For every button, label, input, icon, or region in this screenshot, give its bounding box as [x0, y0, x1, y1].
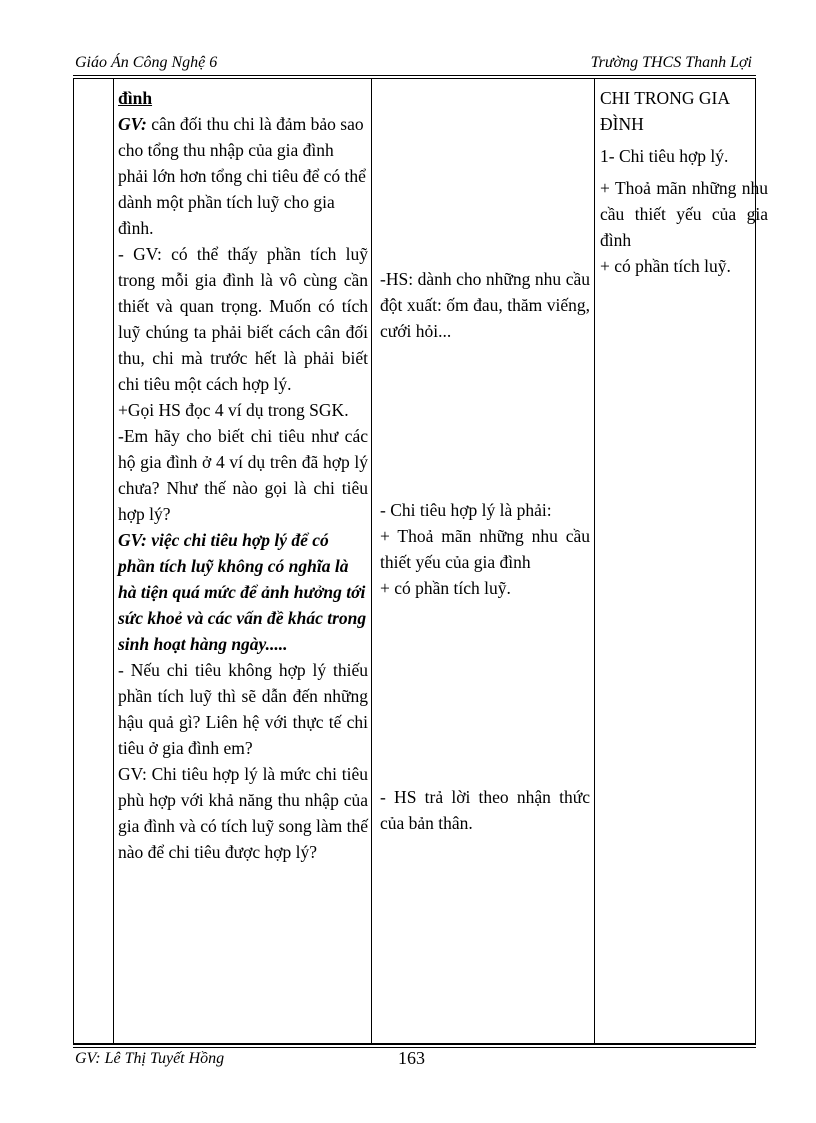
content-item-2: + Thoả mãn những nhu cầu thiết yếu của gia đình — [600, 178, 768, 250]
content-section-title: CHI TRONG GIA ĐÌNH — [600, 88, 729, 134]
content-item-3: + có phần tích luỹ. — [600, 256, 731, 276]
teacher-gv-note-1 — [118, 111, 368, 241]
student-answer-3: - HS trả lời theo nhận thức của bản thân. — [380, 787, 590, 833]
student-answer-2-line2: + Thoả mãn những nhu cầu thiết yếu của gia đình — [380, 526, 590, 572]
header-school: Trường THCS Thanh Lợi — [590, 54, 752, 71]
column-divider-2 — [371, 79, 372, 1043]
teacher-gv-note-2: GV: việc chi tiêu hợp lý để có phần tích luỹ không có nghĩa là hà tiện quá mức để ảnh hưởng tới sức khoẻ và các vấn đề khác trong sinh hoạt hàng ngày..... — [118, 530, 367, 654]
student-answer-2 — [380, 497, 590, 601]
teacher-question-2: - Nếu chi tiêu không hợp lý thiếu phần tích luỹ thì sẽ dẫn đến những hậu quả gì? Liên hệ với thực tế chi tiêu ở gia đình em? — [118, 660, 368, 758]
teacher-line-continued: đình — [118, 88, 153, 108]
gv-note-1-text: cân đối thu chi là đảm bảo sao cho tổng thu nhập của gia đình phải lớn hơn tổng chi tiêu để có thể dành một phần tích luỹ cho gia đình. — [118, 114, 366, 238]
gv-label: GV: — [118, 114, 147, 134]
teacher-gv-note-3: GV: Chi tiêu hợp lý là mức chi tiêu phù hợp với khả năng thu nhập của gia đình và có tích luỹ song làm thế nào để chi tiêu được hợp lý? — [118, 764, 368, 862]
teacher-paragraph-2: - GV: có thể thấy phần tích luỹ trong mỗi gia đình là vô cùng cần thiết và quan trọng. Muốn có tích luỹ chúng ta phải biết cách cân đối thu, chi mà trước hết là phải biết chi tiêu một cách hợp lý. — [118, 244, 368, 394]
teacher-question-1: -Em hãy cho biết chi tiêu như các hộ gia đình ở 4 ví dụ trên đã hợp lý chưa? Như thế nào gọi là chi tiêu hợp lý? — [118, 426, 368, 524]
header-rule — [73, 75, 756, 76]
student-answer-1: -HS: dành cho những nhu cầu đột xuất: ốm đau, thăm viếng, cưới hỏi... — [380, 269, 590, 341]
column-divider-1 — [113, 79, 114, 1043]
teacher-activity-column — [118, 85, 368, 865]
column-divider-3 — [594, 79, 595, 1043]
student-answer-2-line1: - Chi tiêu hợp lý là phải: — [380, 500, 552, 520]
footer-rule — [73, 1043, 756, 1045]
table-border-left — [73, 79, 74, 1043]
page-number: 163 — [398, 1048, 425, 1068]
student-answer-2-line3: + có phần tích luỹ. — [380, 578, 511, 598]
content-item-1: 1- Chi tiêu hợp lý. — [600, 146, 729, 166]
footer-teacher-name: GV: Lê Thị Tuyết Hồng — [75, 1050, 225, 1067]
content-column — [600, 85, 768, 279]
header-subject: Giáo Án Công Nghệ 6 — [75, 54, 218, 71]
teacher-paragraph-3: +Gọi HS đọc 4 ví dụ trong SGK. — [118, 400, 349, 420]
